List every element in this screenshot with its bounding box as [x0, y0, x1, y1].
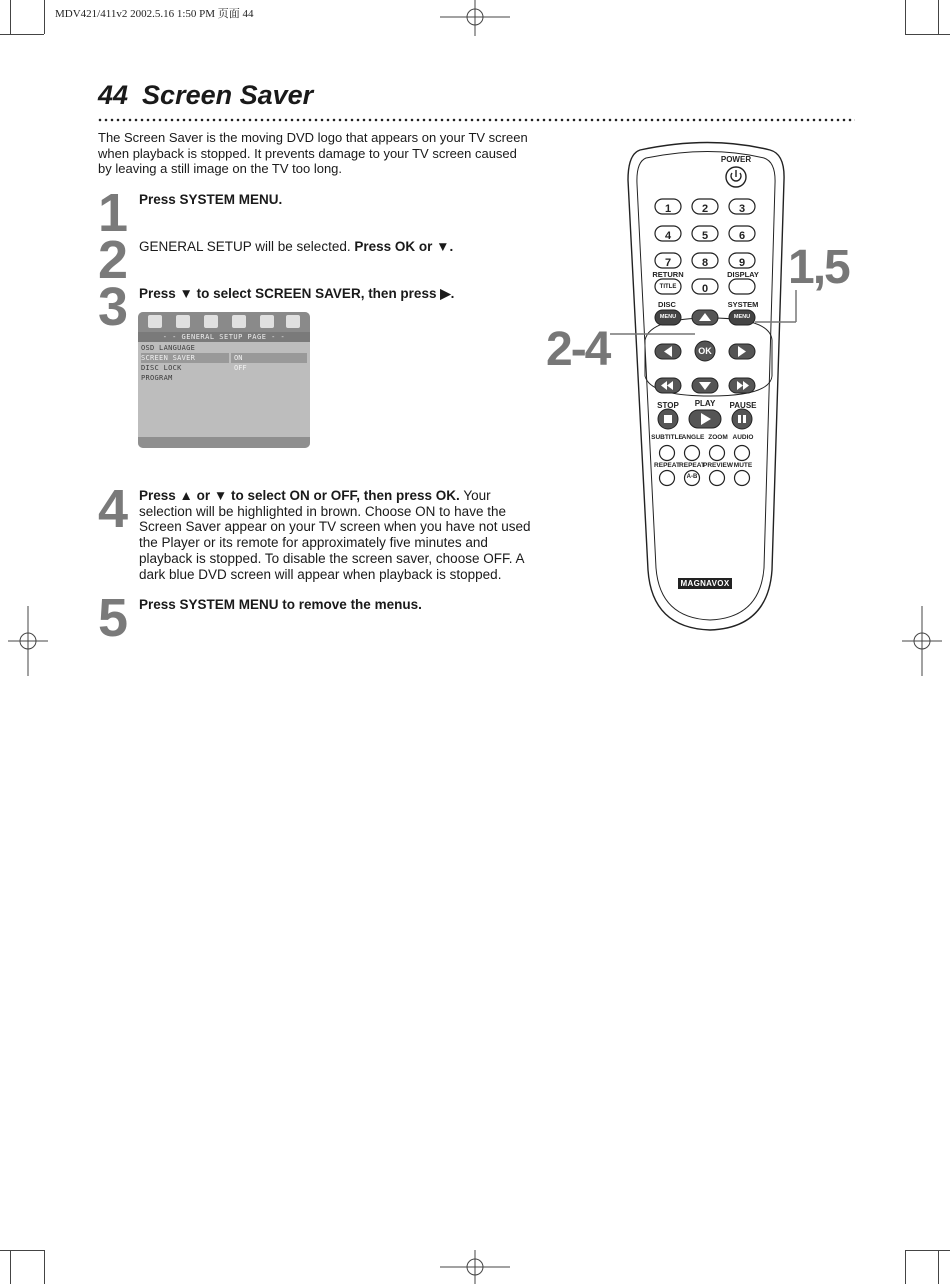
digit-2: 2 — [701, 203, 709, 215]
exit-icon — [286, 315, 300, 328]
step-number: 2 — [98, 230, 127, 290]
play-label: PLAY — [694, 399, 716, 408]
subtitle-label: SUBTITLE — [651, 434, 683, 441]
brand-logo: MAGNAVOX — [678, 578, 732, 589]
step-instruction: Press ▲ or ▼ to select ON or OFF, then press OK. — [139, 488, 460, 503]
digit-7: 7 — [664, 257, 672, 269]
digit-9: 9 — [738, 257, 746, 269]
digit-3: 3 — [738, 203, 746, 215]
menu-option-on: ON — [231, 353, 307, 363]
menu-icon-bar — [138, 312, 310, 332]
power-label: POWER — [720, 155, 752, 164]
zoom-label: ZOOM — [708, 434, 728, 441]
ab-button-label: A-B — [686, 474, 698, 480]
crop-mark — [905, 34, 950, 35]
crop-mark — [905, 1250, 950, 1251]
dolby-icon — [204, 315, 218, 328]
angle-label: ANGLE — [681, 434, 705, 441]
step-description: Your selection will be highlighted in brown. Choose ON to have the Screen Saver appear on your TV screen when you have not used the Player or its remote for approximately five minutes and playback is stopped. To disable the screen saver, choose OFF. A dark blue DVD screen will appear when playback is stopped. — [139, 488, 531, 582]
crop-mark — [938, 1250, 939, 1284]
digit-5: 5 — [701, 230, 709, 242]
lock-icon — [260, 315, 274, 328]
crop-mark — [905, 1250, 906, 1284]
audio-label: AUDIO — [732, 434, 754, 441]
pause-label: PAUSE — [729, 401, 757, 410]
digit-6: 6 — [738, 230, 746, 242]
print-header: MDV421/411v2 2002.5.16 1:50 PM 页面 44 — [55, 8, 254, 20]
menu-header: - - GENERAL SETUP PAGE - - — [138, 332, 310, 342]
step-number: 1 — [98, 183, 127, 243]
registration-mark-left — [8, 606, 48, 676]
repeat-label: REPEAT — [654, 462, 680, 469]
registration-mark-top — [440, 0, 510, 36]
digit-4: 4 — [664, 230, 672, 242]
menu-item: DISC LOCK — [141, 364, 182, 372]
digit-1: 1 — [664, 203, 672, 215]
stop-label: STOP — [657, 401, 679, 410]
menu-option-off: OFF — [234, 364, 247, 372]
system-menu-button-label: MENU — [733, 314, 751, 320]
remote-control-illustration — [600, 140, 820, 640]
registration-mark-bottom — [440, 1250, 510, 1284]
callout-steps-1-5: 1,5 — [788, 241, 849, 294]
step-text — [139, 239, 544, 255]
page-number: 44 — [98, 80, 129, 110]
crop-mark — [938, 0, 939, 34]
menu-item-selected: SCREEN SAVER — [141, 353, 229, 363]
crop-mark — [10, 0, 11, 34]
step-text — [139, 597, 544, 613]
repeat-ab-label: REPEAT — [679, 462, 705, 469]
display-label: DISPLAY — [727, 270, 759, 279]
mute-label: MUTE — [733, 462, 753, 469]
ok-button-label: OK — [698, 346, 712, 356]
intro-paragraph: The Screen Saver is the moving DVD logo that appears on your TV screen when playback is stopped. It prevents damage to your TV screen caused by leaving a still image on the TV too long. — [98, 130, 528, 176]
dotted-rule — [97, 118, 855, 122]
registration-mark-right — [902, 606, 942, 676]
step-number: 3 — [98, 277, 127, 337]
digit-8: 8 — [701, 257, 709, 269]
menu-item: OSD LANGUAGE — [141, 344, 196, 352]
disc-menu-button-label: MENU — [659, 314, 677, 320]
section-title: Screen Saver — [142, 80, 314, 110]
return-label: RETURN — [652, 270, 684, 279]
step-instruction: Press OK or ▼. — [354, 239, 454, 254]
crop-mark — [44, 1250, 45, 1284]
menu-item: PROGRAM — [141, 374, 173, 382]
video-setup-icon — [232, 315, 246, 328]
callout-steps-2-4: 2-4 — [546, 323, 610, 376]
page-title — [98, 80, 313, 111]
step-text — [139, 488, 541, 582]
step-pretext: GENERAL SETUP will be selected. — [139, 239, 355, 254]
disc-label: DISC — [658, 300, 676, 309]
system-label: SYSTEM — [727, 300, 759, 309]
crop-mark — [0, 1250, 44, 1251]
digit-0: 0 — [701, 283, 709, 295]
preview-label: PREVIEW — [703, 462, 733, 469]
audio-setup-icon — [176, 315, 190, 328]
setup-menu-screenshot — [138, 312, 310, 448]
step-number: 4 — [98, 479, 127, 539]
step-text — [139, 286, 544, 302]
menu-footer — [138, 437, 310, 448]
step-instruction: Press ▼ to select SCREEN SAVER, then press ▶. — [139, 286, 455, 301]
crop-mark — [905, 0, 906, 34]
step-number: 5 — [98, 588, 127, 648]
crop-mark — [0, 34, 44, 35]
step-text — [139, 192, 544, 208]
step-instruction: Press SYSTEM MENU to remove the menus. — [139, 597, 422, 612]
step-instruction: Press SYSTEM MENU. — [139, 192, 283, 207]
general-setup-icon — [148, 315, 162, 328]
crop-mark — [10, 1250, 11, 1284]
crop-mark — [44, 0, 45, 34]
title-button-label: TITLE — [659, 284, 677, 290]
